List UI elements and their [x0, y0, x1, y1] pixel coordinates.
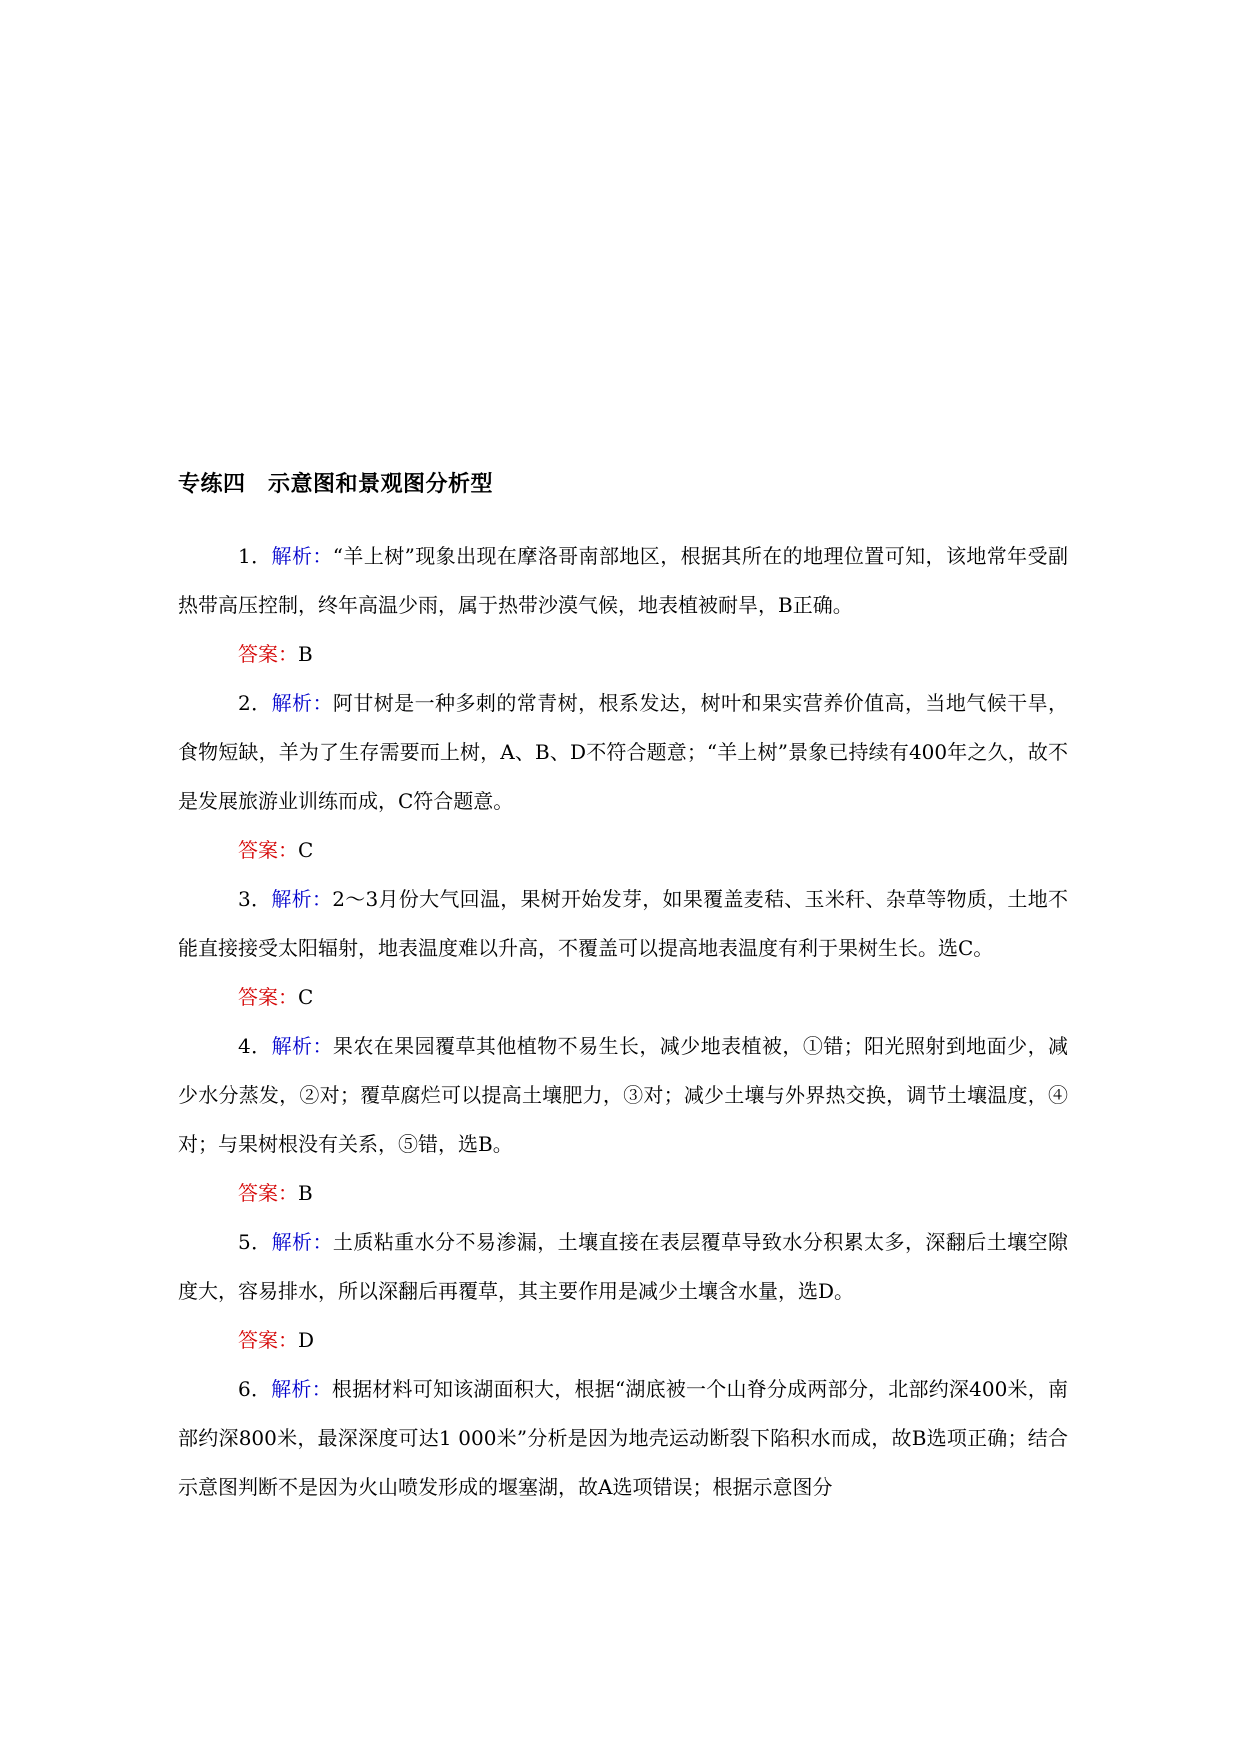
question-6-analysis — [178, 1365, 1068, 1512]
question-5-answer — [178, 1316, 1068, 1365]
analysis-label: 解析： — [271, 1377, 332, 1401]
analysis-text: 果农在果园覆草其他植物不易生长，减少地表植被，①错；阳光照射到地面少，减少水分蒸发，②对；覆草腐烂可以提高土壤肥力，③对；减少土壤与外界热交换，调节土壤温度，④对；与果树根没有关系，⑤错，选B。 — [178, 1034, 1068, 1156]
question-2-analysis — [178, 679, 1068, 826]
analysis-label: 解析： — [271, 1034, 333, 1058]
question-4-answer — [178, 1169, 1068, 1218]
question-1-answer — [178, 630, 1068, 679]
analysis-text: 2～3月份大气回温，果树开始发芽，如果覆盖麦秸、玉米秆、杂草等物质，土地不能直接接受太阳辐射，地表温度难以升高，不覆盖可以提高地表温度有利于果树生长。选C。 — [178, 887, 1069, 960]
question-number: 5． — [238, 1230, 272, 1254]
question-3-answer — [178, 973, 1068, 1022]
question-4-analysis — [178, 1022, 1068, 1169]
analysis-label: 解析： — [271, 544, 333, 568]
analysis-text: 阿甘树是一种多刺的常青树，根系发达，树叶和果实营养价值高，当地气候干旱，食物短缺，羊为了生存需要而上树，A、B、D不符合题意；“羊上树”景象已持续有400年之久，故不是发展旅游业训练而成，C符合题意。 — [178, 691, 1068, 813]
analysis-label: 解析： — [271, 887, 333, 911]
page-title: 专练四 示意图和景观图分析型 — [178, 472, 494, 497]
document-page — [178, 470, 1068, 1512]
question-3-analysis — [178, 875, 1068, 973]
question-2-answer — [178, 826, 1068, 875]
answer-value: C — [298, 985, 314, 1009]
answer-value: B — [298, 642, 313, 666]
answer-label: 答案： — [238, 985, 298, 1009]
answer-value: D — [298, 1328, 315, 1352]
answer-value: B — [298, 1181, 313, 1205]
analysis-label: 解析： — [271, 691, 333, 715]
answer-label: 答案： — [238, 1181, 298, 1205]
question-number: 4． — [238, 1034, 272, 1058]
question-number: 1． — [238, 544, 272, 568]
question-number: 2． — [238, 691, 272, 715]
analysis-text: “羊上树”现象出现在摩洛哥南部地区，根据其所在的地理位置可知，该地常年受副热带高压控制，终年高温少雨，属于热带沙漠气候，地表植被耐旱，B正确。 — [178, 544, 1068, 617]
answer-label: 答案： — [238, 838, 298, 862]
analysis-text: 土质粘重水分不易渗漏，土壤直接在表层覆草导致水分积累太多，深翻后土壤空隙度大，容易排水，所以深翻后再覆草，其主要作用是减少土壤含水量，选D。 — [178, 1230, 1068, 1303]
question-5-analysis — [178, 1218, 1068, 1316]
analysis-text: 根据材料可知该湖面积大，根据“湖底被一个山脊分成两部分，北部约深400米，南部约深800米，最深深度可达1 000米”分析是因为地壳运动断裂下陷积水而成，故B选项正确；结合示意图判断不是因为火山喷发形成的堰塞湖，故A选项错误；根据示意图分 — [178, 1377, 1068, 1499]
question-number: 6． — [238, 1377, 272, 1401]
answer-label: 答案： — [238, 1328, 298, 1352]
question-1-analysis — [178, 532, 1068, 630]
answer-label: 答案： — [238, 642, 298, 666]
analysis-label: 解析： — [271, 1230, 333, 1254]
question-number: 3． — [238, 887, 272, 911]
answer-value: C — [298, 838, 314, 862]
